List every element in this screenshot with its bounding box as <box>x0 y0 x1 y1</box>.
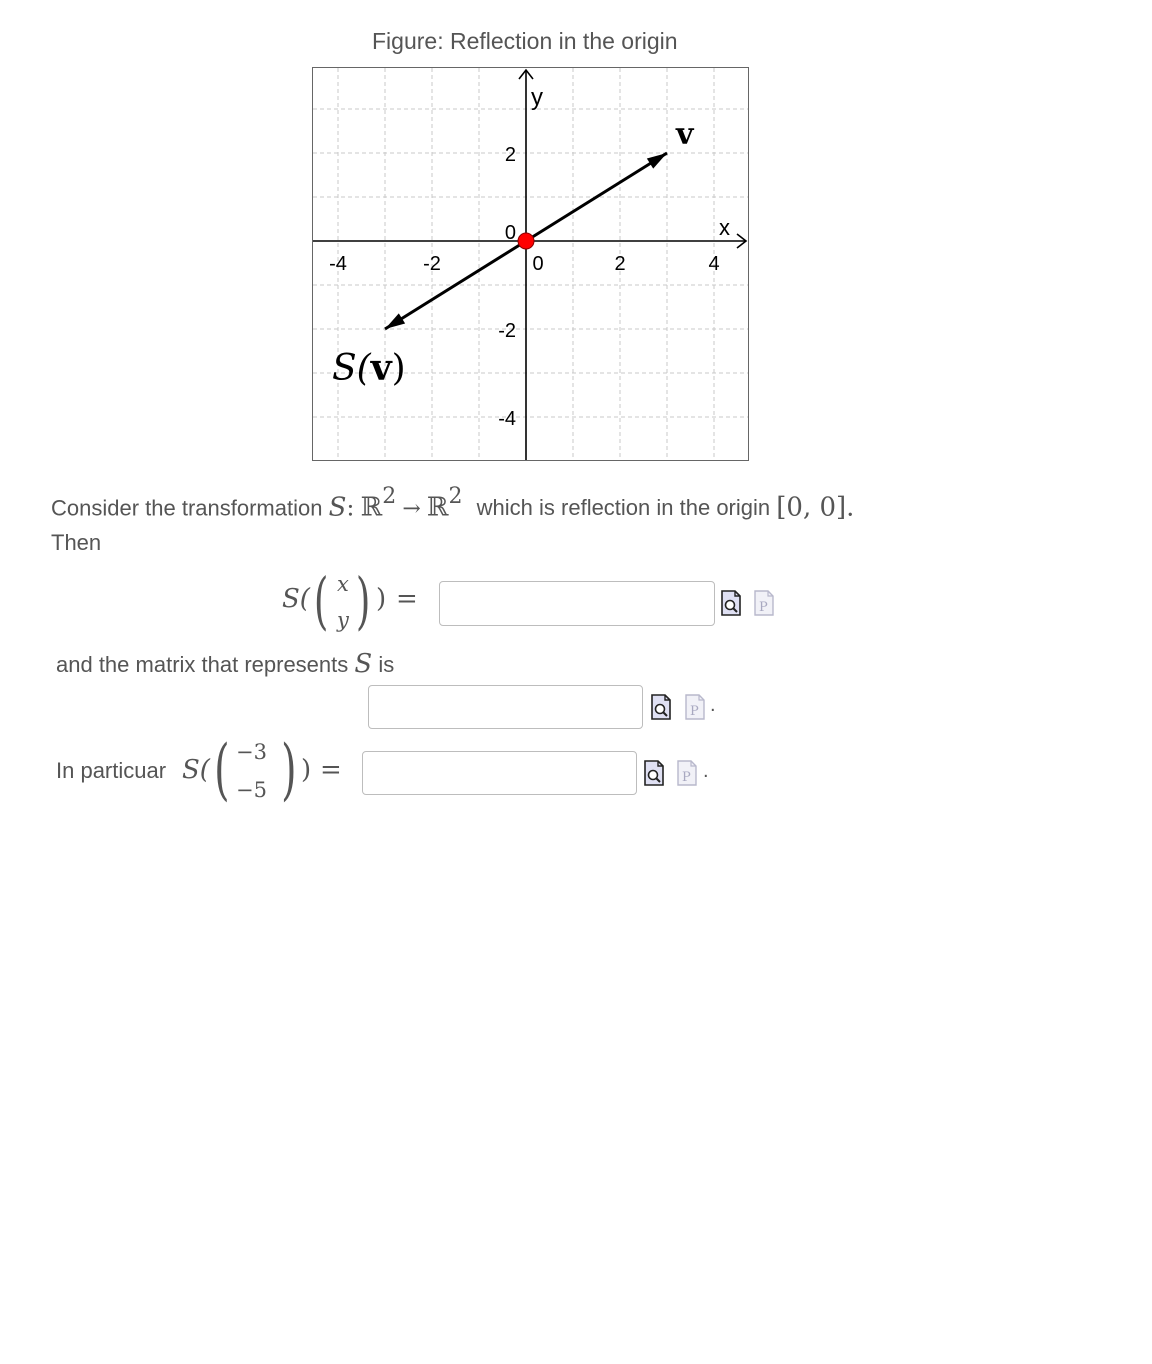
which-text: which is reflection in the origin <box>476 495 771 521</box>
colon: : <box>346 493 355 522</box>
x-tick-label: -4 <box>329 253 347 275</box>
svg-text:P: P <box>690 704 699 719</box>
statement-line <box>51 484 855 523</box>
formula-general <box>282 566 432 638</box>
then-text: Then <box>51 530 102 555</box>
matrix-suffix: is <box>378 652 395 677</box>
svg-text:P: P <box>759 600 768 615</box>
y-tick-label: -2 <box>498 320 516 342</box>
map-name: S <box>328 492 347 523</box>
preview-icon[interactable] <box>643 760 665 786</box>
x-tick-label: 4 <box>708 253 720 275</box>
y-tick-label: 0 <box>504 222 516 244</box>
paste-icon[interactable] <box>676 760 698 786</box>
matrix-trailing-period: . <box>710 694 716 716</box>
figure-caption: Figure: Reflection in the origin <box>372 28 678 54</box>
preview-icon[interactable] <box>650 694 672 720</box>
matrix-map: S <box>354 649 373 679</box>
vector-bottom: y <box>337 608 349 632</box>
x-tick-label: -2 <box>423 253 441 275</box>
figure-plot <box>312 67 749 461</box>
domain: ℝ <box>360 492 383 523</box>
consider-text: Consider the transformation <box>51 495 323 521</box>
right-paren: ) <box>281 731 297 808</box>
answer-input-matrix[interactable] <box>368 685 643 729</box>
preview-icon[interactable] <box>720 590 742 616</box>
equals-sign: = <box>320 755 342 785</box>
x-axis-label: x <box>719 215 730 240</box>
left-paren: ( <box>313 564 329 637</box>
formula-func: S( <box>282 584 310 614</box>
vector-label: v <box>676 117 694 152</box>
matrix-line <box>56 649 394 679</box>
x-tick-label: 0 <box>532 253 544 275</box>
left-paren: ( <box>214 731 230 808</box>
answer-input-formula[interactable] <box>439 581 715 626</box>
matrix-prefix: and the matrix that represents <box>56 652 349 677</box>
domain-exponent: 2 <box>382 484 397 509</box>
particular-close: ) <box>301 755 312 785</box>
particular-bottom: −5 <box>236 778 267 802</box>
particular-trailing-period: . <box>703 760 709 782</box>
vector-top: x <box>337 572 349 596</box>
y-axis-label: y <box>531 84 543 111</box>
formula-particular <box>182 731 347 810</box>
right-paren: ) <box>355 564 371 637</box>
particular-top: −3 <box>236 740 267 764</box>
y-tick-label: -4 <box>498 408 516 430</box>
x-tick-label: 2 <box>614 253 626 275</box>
particular-label: In particuar <box>56 758 167 783</box>
origin-point-marker <box>518 233 534 249</box>
codomain-exponent: 2 <box>448 484 463 509</box>
y-tick-label: 2 <box>504 144 516 166</box>
equals-sign: = <box>396 584 418 614</box>
origin-point: [0, 0]. <box>776 492 855 523</box>
paste-icon[interactable] <box>684 694 706 720</box>
svg-text:P: P <box>682 770 691 785</box>
formula-close: ) <box>376 584 387 614</box>
answer-input-particular[interactable] <box>362 751 637 795</box>
arrow: → <box>402 496 421 522</box>
image-label: S(v) <box>332 347 406 389</box>
codomain: ℝ <box>426 492 449 523</box>
particular-func: S( <box>182 755 210 785</box>
paste-icon[interactable] <box>753 590 775 616</box>
